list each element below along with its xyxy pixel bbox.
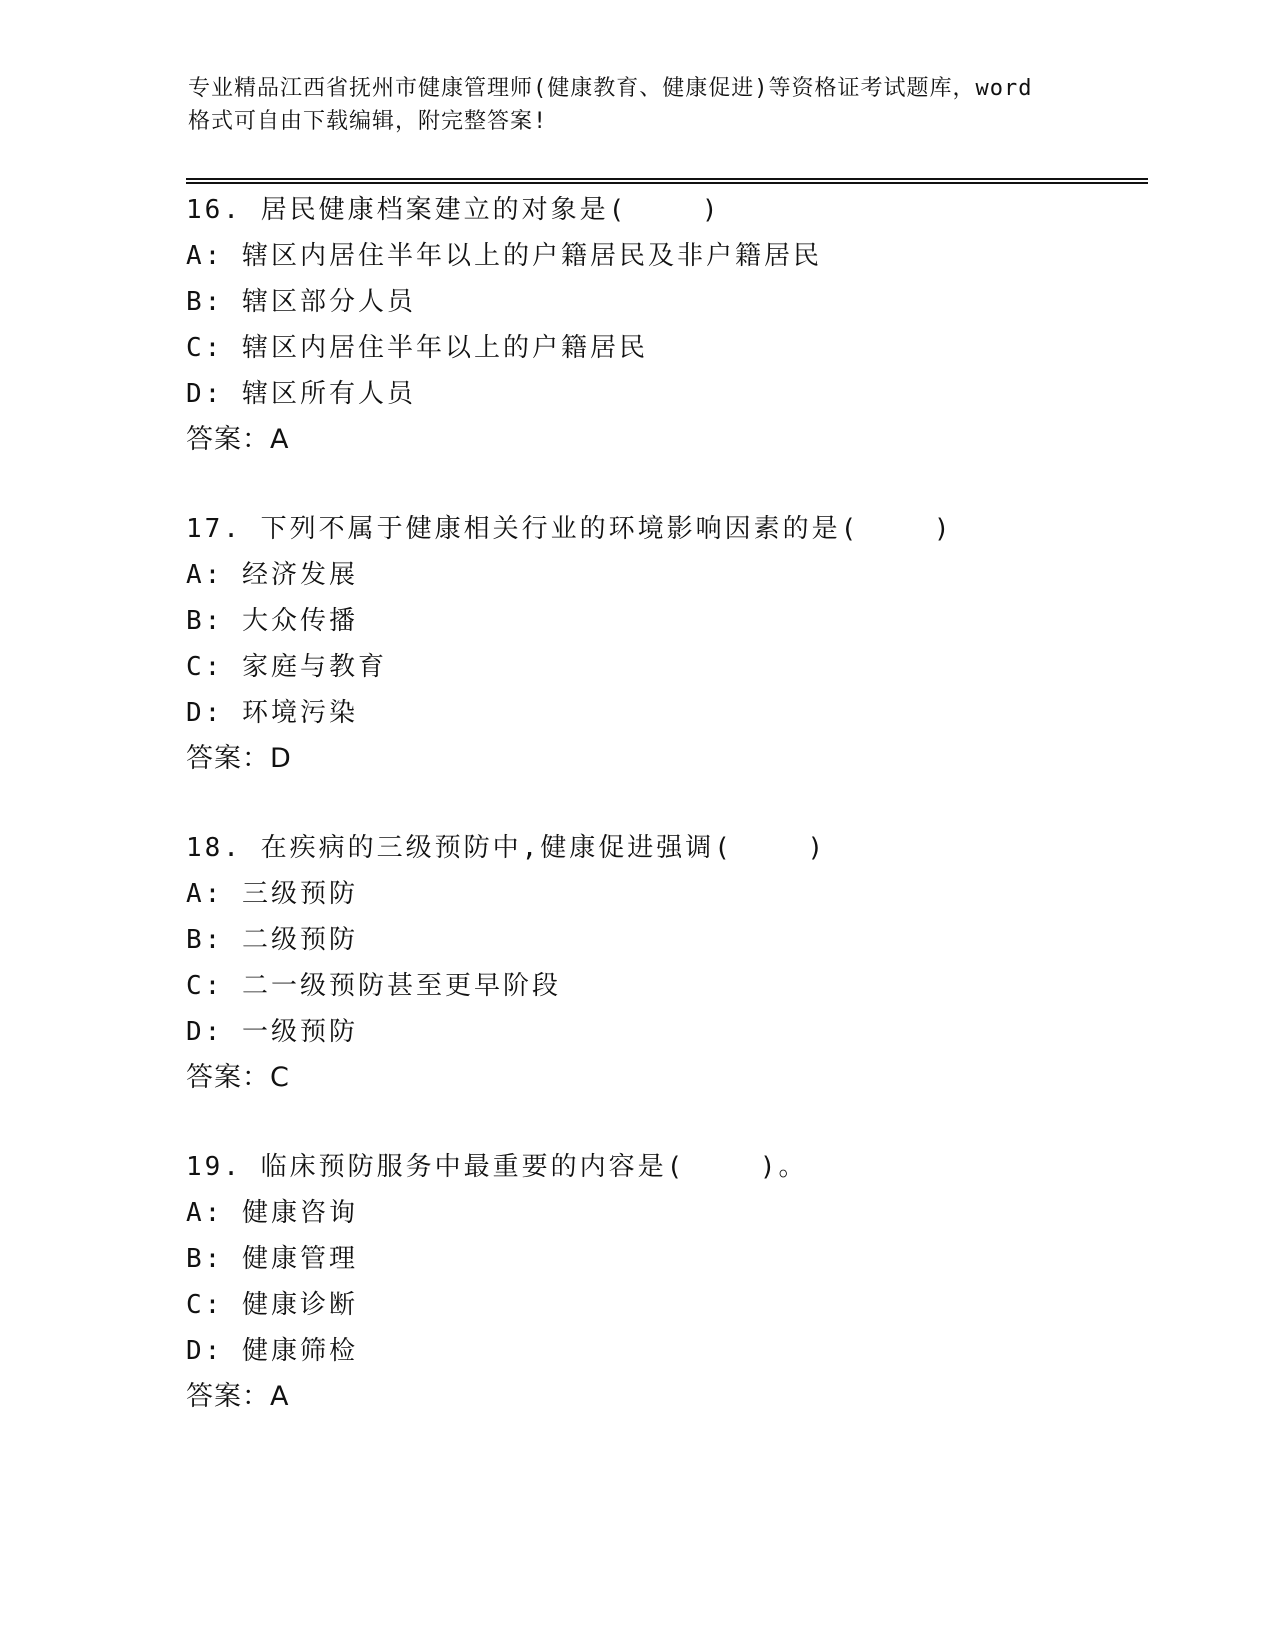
option-c: C: 家庭与教育 xyxy=(186,652,387,682)
question-16 xyxy=(186,187,1146,463)
option-b: B: 二级预防 xyxy=(186,925,358,955)
header-divider xyxy=(186,178,1148,184)
option-d: D: 环境污染 xyxy=(186,698,358,728)
option-d: D: 一级预防 xyxy=(186,1017,358,1047)
question-stem: 17. 下列不属于健康相关行业的环境影响因素的是( ) xyxy=(186,514,953,544)
option-c: C: 二一级预防甚至更早阶段 xyxy=(186,971,561,1001)
answer: 答案：C xyxy=(186,1062,290,1093)
option-d: D: 辖区所有人员 xyxy=(186,379,416,409)
option-c: C: 辖区内居住半年以上的户籍居民 xyxy=(186,333,648,363)
question-19 xyxy=(186,1144,1146,1420)
question-17 xyxy=(186,506,1146,782)
header-line-2: 格式可自由下载编辑，附完整答案! xyxy=(188,109,548,134)
answer: 答案：A xyxy=(186,424,290,455)
option-b: B: 大众传播 xyxy=(186,606,358,636)
question-stem: 18. 在疾病的三级预防中,健康促进强调( ) xyxy=(186,833,827,863)
answer: 答案：D xyxy=(186,743,292,774)
option-a: A: 健康咨询 xyxy=(186,1198,358,1228)
option-b: B: 辖区部分人员 xyxy=(186,287,416,317)
option-b: B: 健康管理 xyxy=(186,1244,358,1274)
question-stem: 19. 临床预防服务中最重要的内容是( )。 xyxy=(186,1152,808,1182)
option-a: A: 辖区内居住半年以上的户籍居民及非户籍居民 xyxy=(186,241,822,271)
option-a: A: 经济发展 xyxy=(186,560,358,590)
option-d: D: 健康筛检 xyxy=(186,1336,358,1366)
question-stem: 16. 居民健康档案建立的对象是( ) xyxy=(186,195,721,225)
document-header xyxy=(188,72,1088,138)
header-line-1: 专业精品江西省抚州市健康管理师(健康教育、健康促进)等资格证考试题库，word xyxy=(188,76,1033,101)
answer: 答案：A xyxy=(186,1381,290,1412)
question-18 xyxy=(186,825,1146,1101)
option-c: C: 健康诊断 xyxy=(186,1290,358,1320)
option-a: A: 三级预防 xyxy=(186,879,358,909)
